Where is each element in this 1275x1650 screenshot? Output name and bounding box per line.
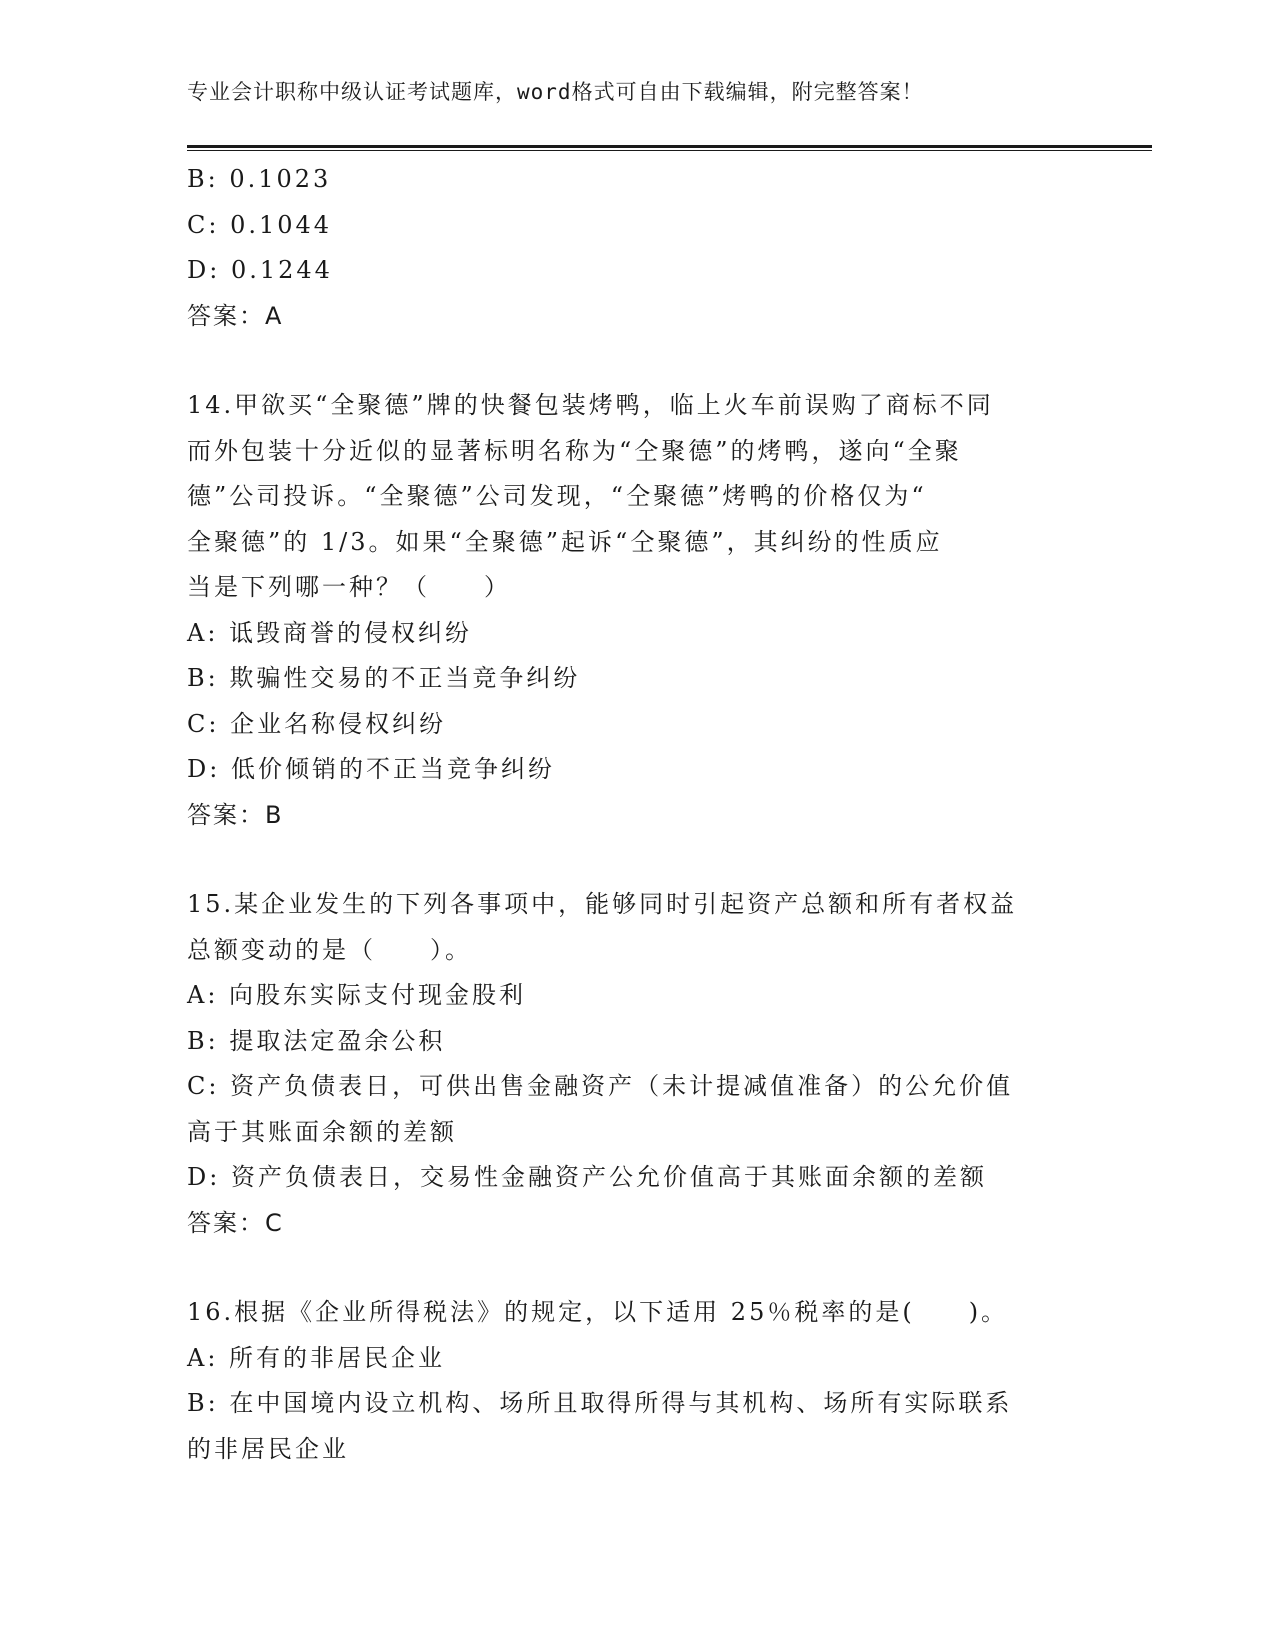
answer: 答案：B xyxy=(187,800,284,829)
option-b: B: 0.1023 xyxy=(187,165,332,193)
option-d: D: 低价倾销的不正当竞争纠纷 xyxy=(187,755,555,783)
question-stem: 16.根据《企业所得税法》的规定，以下适用 25％税率的是( )。 xyxy=(187,1298,1009,1326)
question-15 xyxy=(187,882,1087,1246)
option-c-continued: 高于其账面余额的差额 xyxy=(187,1117,457,1146)
option-b: B: 欺骗性交易的不正当竞争纠纷 xyxy=(187,664,581,692)
option-b-continued: 的非居民企业 xyxy=(187,1434,349,1463)
question-stem: 14.甲欲买“全聚德”牌的快餐包装烤鸭，临上火车前误购了商标不同 xyxy=(187,391,994,419)
answer: 答案：C xyxy=(187,1208,284,1237)
question-stem: 总额变动的是（ ）。 xyxy=(187,935,472,964)
option-b: B: 在中国境内设立机构、场所且取得所得与其机构、场所有实际联系 xyxy=(187,1389,1013,1417)
header-rule-thick xyxy=(187,145,1152,148)
answer: 答案：A xyxy=(187,301,284,330)
option-c: C: 资产负债表日，可供出售金融资产（未计提减值准备）的公允价值 xyxy=(187,1072,1014,1100)
option-d: D: 资产负债表日，交易性金融资产公允价值高于其账面余额的差额 xyxy=(187,1163,987,1191)
option-c: C: 企业名称侵权纠纷 xyxy=(187,709,447,738)
question-stem: 当是下列哪一种？（ ） xyxy=(187,573,511,601)
prev-question xyxy=(187,157,1087,339)
option-d: D: 0.1244 xyxy=(187,256,333,284)
question-stem: 德”公司投诉。“全聚德”公司发现，“仝聚德”烤鸭的价格仅为“ xyxy=(187,482,927,510)
option-a: A: 向股东实际支付现金股利 xyxy=(187,981,527,1009)
option-a: A: 所有的非居民企业 xyxy=(187,1343,446,1372)
option-b: B: 提取法定盈余公积 xyxy=(187,1026,446,1055)
option-c: C: 0.1044 xyxy=(187,210,333,239)
header-rule-thin xyxy=(187,150,1152,151)
question-stem: 15.某企业发生的下列各事项中，能够同时引起资产总额和所有者权益 xyxy=(187,890,1018,918)
question-stem: 全聚德”的 1/3。如果“全聚德”起诉“仝聚德”，其纠纷的性质应 xyxy=(187,527,943,556)
question-stem: 而外包装十分近似的显著标明名称为“仝聚德”的烤鸭，遂向“全聚 xyxy=(187,436,962,465)
question-16 xyxy=(187,1290,1087,1472)
page-header: 专业会计职称中级认证考试题库，word格式可自由下载编辑，附完整答案！ xyxy=(187,80,924,104)
question-14 xyxy=(187,383,1087,838)
document-body xyxy=(187,157,1087,1472)
option-a: A: 诋毁商誉的侵权纠纷 xyxy=(187,618,473,647)
